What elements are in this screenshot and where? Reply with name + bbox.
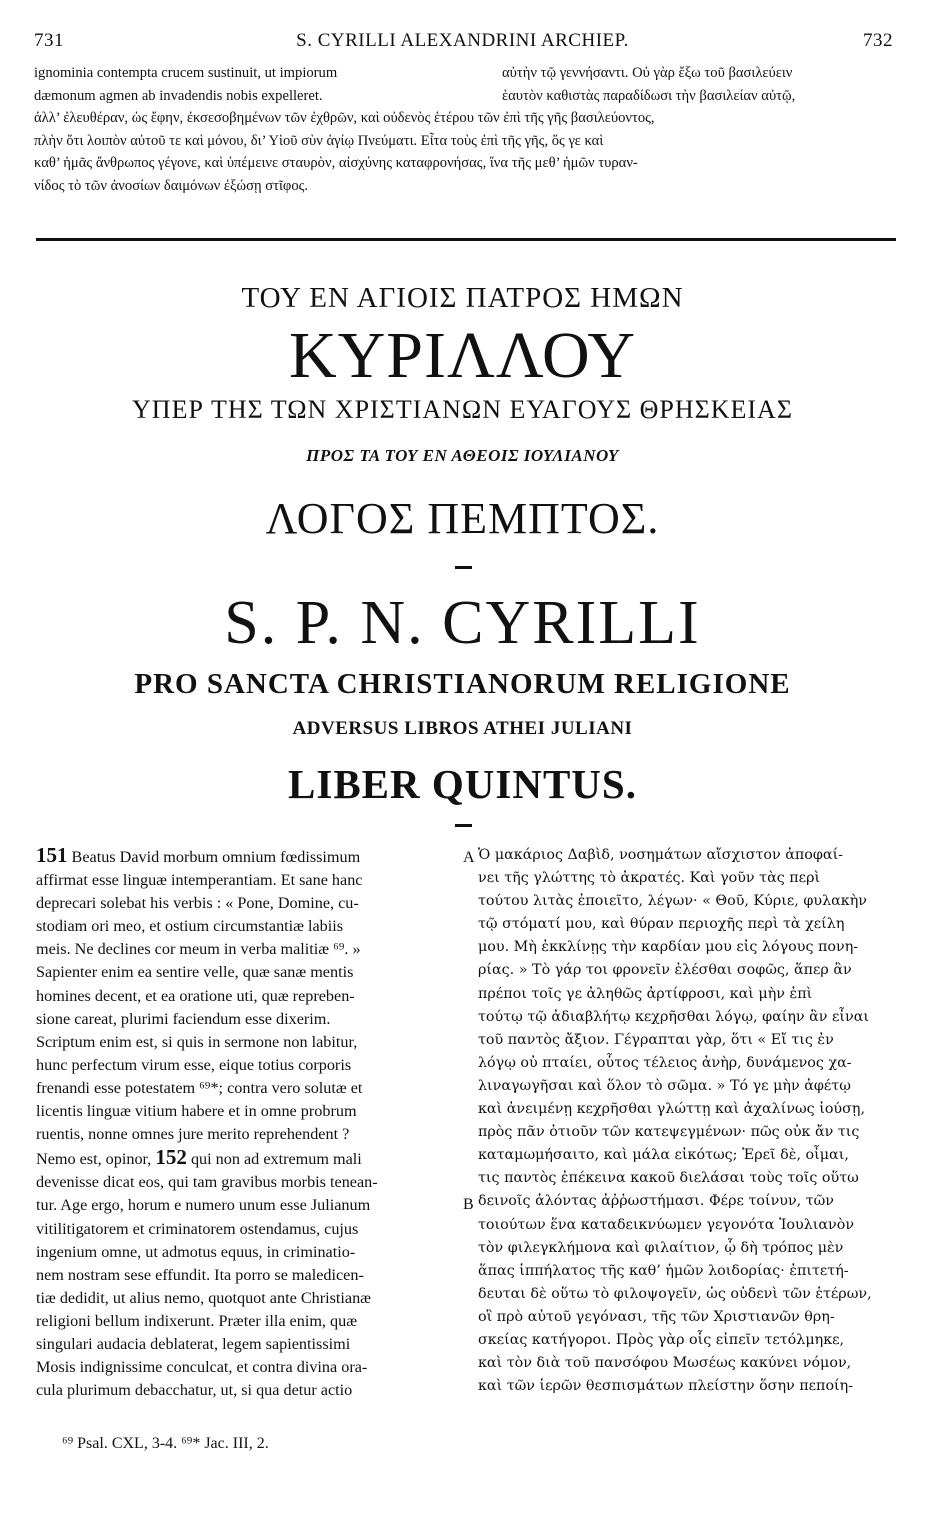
greek-line: λόγῳ οὐ πταίει, οὗτος τέλειος ἀνὴρ, δυνάμενος χα- (478, 1054, 852, 1071)
left-page-number: 731 (34, 30, 64, 51)
greek-title-line4: ΠΡΟΣ ΤΑ ΤΟΥ ΕΝ ΑΘΕΟΙΣ ΙΟΥΛΙΑΝΟΥ (306, 446, 619, 465)
latin-line: nem nostram sese effundit. Ita porro se maledicen- (36, 1265, 364, 1284)
latin-line: homines decent, et ea oratione uti, quæ repreben- (36, 986, 355, 1005)
greek-line: τοῦ παντὸς ἄξιον. Γέγραπται γὰρ, ὅτι « Εἴ τις ἐν (478, 1031, 834, 1048)
latin-line: Scriptum enim est, si quis in sermone non labitur, (36, 1032, 358, 1051)
greek-line: τούτου λιτὰς ἐποιεῖτο, λέγων· « Θοῦ, Κύριε, φυλακὴν (478, 893, 867, 910)
latin-line-prefix: Nemo est, opinor, (36, 1150, 156, 1169)
greek-title-line3: ΥΠΕΡ ΤΗΣ ΤΩΝ ΧΡΙΣΤΙΑΝΩΝ ΕΥΑΓΟΥΣ ΘΡΗΣΚΕΙΑΣ (132, 395, 793, 424)
latin-line: devenisse dicat eos, qui tam gravibus morbis tenean- (36, 1173, 378, 1192)
greek-line: ἅπας ἱππήλατος τῆς καθ’ ἡμῶν λοιδορίας· ἐπιτετή- (478, 1262, 849, 1279)
latin-line: religioni bellum indixerunt. Præter illa enim, quæ (36, 1311, 358, 1330)
greek-line: δευται δὲ οὕτω τὸ φιλοψογεῖν, ὡς οὐδενὶ τῶν ἑτέρων, (478, 1285, 872, 1302)
latin-line: ingenium omne, ut admotus equus, in criminatio- (36, 1242, 356, 1261)
greek-line: μου. Μὴ ἐκκλίνῃς τὴν καρδίαν μου εἰς λόγους πονη- (478, 939, 859, 956)
section-divider (36, 238, 896, 241)
greek-line: ρίας. » Τὸ γάρ τοι φρονεῖν ἐλέσθαι σοφῶς, ἅπερ ἂν (478, 962, 852, 979)
latin-line: singulari audacia deblaterat, legem sapientissimi (36, 1334, 351, 1353)
greek-line: σκείας κατήγοροι. Πρὸς γὰρ οἷς εἰπεῖν τετόλμηκε, (478, 1331, 845, 1348)
latin-line: Mosis indignissime conculcat, et contra divina ora- (36, 1358, 368, 1377)
latin-line: vitilitigatorem et criminatorem ostendamus, cujus (36, 1219, 359, 1238)
latin-line: cula plurimum debacchatur, ut, si qua detur actio (36, 1381, 353, 1400)
latin-line: sione careat, plurimi faciendum esse dixerim. (36, 1009, 331, 1028)
greek-line: τὸν φιλεγκλήμονα καὶ φιλαίτιον, ᾧ δὴ τρόπος μὲν (478, 1239, 844, 1256)
title-dash (455, 824, 472, 827)
greek-column (478, 844, 896, 1398)
right-page-number: 732 (863, 30, 893, 51)
greek-book-title: ΛΟΓΟΣ ΠΕΜΠΤΟΣ. (265, 494, 660, 543)
latin-line: meis. Ne declines cor meum in verba malitiæ ⁶⁹. » (36, 940, 361, 959)
greek-line: πρὸς πᾶν ὁτιοῦν τῶν κατεψεγμένων· πῶς οὐκ ἄν τις (478, 1124, 860, 1141)
latin-line: frenandi esse potestatem ⁶⁹*; contra vero solutæ et (36, 1078, 363, 1097)
greek-line: τις παντὸς ἐπέκεινα κακοῦ διελάσαι τοὺς τοῖς οὕτω (478, 1170, 859, 1187)
latin-title-name: S. P. N. CYRILLI (224, 589, 701, 657)
top-latin-line: ignominia contempta crucem sustinuit, ut impiorum (34, 65, 338, 81)
latin-line: tiæ dedidit, ut alius nemo, quotquot ante Christianæ (36, 1288, 371, 1307)
top-greek-line: αὐτὴν τῷ γεννήσαντι. Οὐ γὰρ ἔξω τοῦ βασιλεύειν (502, 65, 793, 81)
running-title: S. CYRILLI ALEXANDRINI ARCHIEP. (296, 30, 629, 51)
title-dash (455, 566, 472, 569)
latin-line: deprecari solebat his verbis : « Pone, Domine, cu- (36, 894, 359, 913)
greek-line: Ὁ μακάριος Δαβὶδ, νοσημάτων αἴσχιστον ἀποφαί- (478, 847, 844, 863)
top-full-line: ἀλλ’ ἐλευθέραν, ὡς ἔφην, ἐκσεσοβημένων τῶν ἐχθρῶν, καὶ οὐδενὸς ἑτέρου τῶν ἐπὶ τῆς γῆς βασιλεύοντος, (34, 110, 655, 126)
greek-line: πρέποι τοῖς γε ἀληθῶς ἀρτίφροσι, καὶ μὴν ἐπὶ (478, 985, 813, 1002)
latin-book-title: LIBER QUINTUS. (288, 761, 637, 807)
greek-line: τούτῳ τῷ ἀδιαβλήτῳ κεχρῆσθαι λόγῳ, φαίην ἂν εἶναι (478, 1008, 869, 1025)
latin-title-line2: PRO SANCTA CHRISTIANORUM RELIGIONE (134, 668, 791, 700)
greek-line: οἳ πρὸ αὐτοῦ γεγόνασι, τῆς τῶν Χριστιανῶν θρη- (478, 1308, 835, 1325)
latin-line: hunc perfectum virum esse, eique totius corporis (36, 1055, 352, 1074)
greek-line: νει τῆς γλώττης τὸ ἀκρατές. Καὶ γοῦν τὰς περὶ (478, 870, 821, 887)
greek-title-name: ΚΥΡΙΛΛΟΥ (288, 319, 637, 392)
footnotes: ⁶⁹ Psal. CXL, 3-4. ⁶⁹* Jac. III, 2. (62, 1435, 269, 1452)
section-marker-b: B (463, 1196, 474, 1213)
greek-line: καὶ τῶν ἱερῶν θεσπισμάτων πλείστην ὅσην πεποίη- (478, 1378, 854, 1395)
latin-line (36, 844, 461, 869)
greek-line: τοιούτων ἕνα καταδεικνύωμεν γεγονότα Ἰουλιανὸν (478, 1216, 855, 1233)
greek-line: δεινοῖς ἁλόντας ἀῤῥωστήμασι. Φέρε τοίνυν, τῶν (478, 1193, 834, 1210)
column-number-151: 151 (36, 844, 68, 867)
top-full-line: καθ’ ἡμᾶς ἄνθρωπος γέγονε, καὶ ὑπέμεινε σταυρὸν, αἰσχύνης καταφρονήσας, ἵνα τῆς μεθ’ ἡμῶν τυραν- (34, 155, 638, 171)
top-greek-column (502, 62, 899, 107)
latin-line-suffix: qui non ad extremum mali (186, 1150, 362, 1169)
latin-title-line3: ADVERSUS LIBROS ATHEI JULIANI (292, 718, 633, 739)
latin-line: licentis linguæ vitium habere et in omne probrum (36, 1102, 357, 1121)
top-greek-line: ἑαυτὸν καθιστὰς παραδίδωσι τὴν βασιλείαν αὐτῷ, (502, 87, 796, 104)
latin-column (36, 844, 461, 1402)
latin-line: Sapienter enim ea sentire velle, quæ sanæ mentis (36, 963, 354, 982)
top-full-line: πλὴν ὅτι λοιπὸν αὐτοῦ τε καὶ μόνου, δι’ Υἱοῦ σὺν ἁγίῳ Πνεύματι. Εἶτα τοὺς ἐπὶ τῆς γῆς, ὅς γε καὶ (34, 132, 604, 149)
latin-line (36, 1146, 461, 1171)
latin-line: stodiam ori meo, et ostium circumstantiæ labiis (36, 917, 344, 936)
greek-line: τῷ στόματί μου, καὶ θύραν περιοχῆς περὶ τὰ χείλη (478, 916, 845, 933)
column-number-152: 152 (155, 1146, 187, 1170)
latin-first-line-text: Beatus David morbum omnium fœdissimum (67, 848, 361, 866)
latin-line: ruentis, nonne omnes jure merito reprehendent ? (36, 1125, 350, 1144)
greek-title-line1: ΤΟΥ ΕΝ ΑΓΙΟΙΣ ΠΑΤΡΟΣ ΗΜΩΝ (241, 282, 684, 314)
greek-line: καὶ τὸν διὰ τοῦ πανσόφου Μωσέως κακύνει νόμον, (478, 1355, 852, 1372)
top-latin-column (34, 62, 464, 107)
latin-line: tur. Age ergo, horum e numero unum esse Julianum (36, 1196, 371, 1215)
greek-line: καταμωμήσαιτο, καὶ μάλα εἰκότως; Ἐρεῖ δὲ, οἶμαι, (478, 1147, 849, 1164)
greek-line: καὶ ἀνειμένῃ κεχρῆσθαι γλώττῃ καὶ ἀχαλίνως ἰούσῃ, (478, 1101, 865, 1118)
top-full-line: νίδος τὸ τῶν ἀνοσίων δαιμόνων ἐξώσῃ στῖφος. (34, 177, 309, 194)
latin-line: affirmat esse linguæ intemperantiam. Et sane hanc (36, 871, 363, 890)
section-marker-a: A (463, 849, 475, 866)
top-latin-line: dæmonum agmen ab invadendis nobis expelleret. (34, 87, 323, 104)
greek-line: λιναγωγῆσαι καὶ ὅλον τὸ σῶμα. » Τό γε μὴν ἀφέτῳ (478, 1077, 851, 1094)
